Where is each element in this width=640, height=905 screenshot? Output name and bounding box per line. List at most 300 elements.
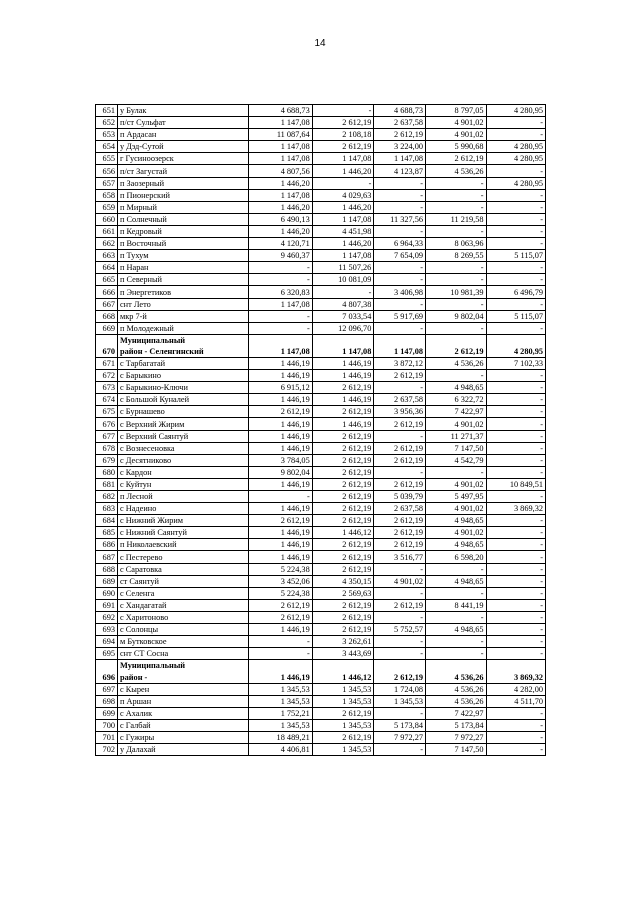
cell-value: 4 542,79 — [426, 454, 487, 466]
cell-value: 11 327,56 — [374, 213, 426, 225]
cell-value: - — [486, 575, 545, 587]
settlement-name: с Кардон — [118, 466, 249, 478]
table-row — [96, 551, 546, 563]
row-number: 681 — [96, 478, 118, 490]
cell-value: - — [426, 636, 487, 648]
cell-value: 1 147,08 — [312, 250, 374, 262]
cell-value: 2 612,19 — [312, 454, 374, 466]
settlement-name: снт Лето — [118, 298, 249, 310]
cell-value: 4 901,02 — [426, 527, 487, 539]
cell-value: - — [248, 648, 312, 660]
settlement-name: с Барыкино-Ключи — [118, 382, 249, 394]
cell-value: 2 612,19 — [248, 406, 312, 418]
table-body-b — [96, 357, 546, 659]
settlement-name: с Гужиры — [118, 731, 249, 743]
district-label: Муниципальный — [118, 334, 249, 346]
cell-value: - — [426, 563, 487, 575]
cell-value: 2 612,19 — [248, 515, 312, 527]
table-row — [96, 442, 546, 454]
table-row — [96, 527, 546, 539]
cell-value: 2 612,19 — [374, 129, 426, 141]
cell-value: - — [374, 274, 426, 286]
cell-value: 6 322,72 — [426, 394, 487, 406]
cell-value: 11 219,58 — [426, 213, 487, 225]
table-row — [96, 298, 546, 310]
table-row — [96, 599, 546, 611]
settlement-name: п Наран — [118, 262, 249, 274]
cell-value: 2 637,58 — [374, 503, 426, 515]
cell-value: 1 147,08 — [312, 213, 374, 225]
cell-value: - — [374, 466, 426, 478]
table-row — [96, 503, 546, 515]
cell-value: 5 224,38 — [248, 587, 312, 599]
cell-value: 6 496,79 — [486, 286, 545, 298]
cell-value: 7 147,50 — [426, 743, 487, 755]
cell-value: 2 612,19 — [312, 611, 374, 623]
row-number: 660 — [96, 213, 118, 225]
cell-value: 9 802,04 — [248, 466, 312, 478]
settlement-name: у Дэд-Сутой — [118, 141, 249, 153]
cell-value: 1 446,19 — [248, 503, 312, 515]
cell-value: 1 446,19 — [248, 539, 312, 551]
table-row — [96, 719, 546, 731]
row-number: 702 — [96, 743, 118, 755]
cell-value: - — [248, 262, 312, 274]
cell-value: 1 345,53 — [312, 719, 374, 731]
settlement-name: с Куйтун — [118, 478, 249, 490]
cell-value: 2 612,19 — [312, 442, 374, 454]
district-label: Муниципальный — [118, 660, 249, 672]
row-number: 676 — [96, 418, 118, 430]
table-body-a — [96, 105, 546, 335]
cell-value: 18 489,21 — [248, 731, 312, 743]
row-number: 667 — [96, 298, 118, 310]
settlement-name: с Саратовка — [118, 563, 249, 575]
table-row — [96, 322, 546, 334]
cell-value: 3 262,61 — [312, 636, 374, 648]
cell-value: 1 345,53 — [248, 719, 312, 731]
cell-value: 4 536,26 — [426, 660, 487, 683]
cell-value: 9 802,04 — [426, 310, 487, 322]
cell-value: - — [486, 454, 545, 466]
cell-value: - — [426, 189, 487, 201]
cell-value: - — [486, 527, 545, 539]
cell-value: 1 147,08 — [374, 153, 426, 165]
row-number: 663 — [96, 250, 118, 262]
cell-value: 2 612,19 — [312, 478, 374, 490]
cell-value: 2 612,19 — [374, 599, 426, 611]
cell-value: 4 280,95 — [486, 334, 545, 357]
cell-value: - — [486, 515, 545, 527]
cell-value: - — [486, 611, 545, 623]
cell-value: 2 612,19 — [312, 141, 374, 153]
cell-value: 2 612,19 — [312, 563, 374, 575]
cell-value: 2 612,19 — [312, 624, 374, 636]
settlement-name: мкр 7-й — [118, 310, 249, 322]
cell-value: - — [426, 587, 487, 599]
cell-value: 4 948,65 — [426, 575, 487, 587]
settlement-name: с Барыкино — [118, 370, 249, 382]
cell-value: 5 039,79 — [374, 491, 426, 503]
table-row — [96, 454, 546, 466]
tariff-table — [95, 104, 546, 756]
cell-value: 3 516,77 — [374, 551, 426, 563]
cell-value: 1 446,20 — [248, 177, 312, 189]
cell-value: 4 280,95 — [486, 177, 545, 189]
row-number: 669 — [96, 322, 118, 334]
table-row — [96, 563, 546, 575]
table-row — [96, 105, 546, 117]
cell-value: - — [426, 611, 487, 623]
row-number: 689 — [96, 575, 118, 587]
cell-value: - — [486, 587, 545, 599]
cell-value: 4 350,15 — [312, 575, 374, 587]
cell-value: 2 612,19 — [374, 478, 426, 490]
settlement-name: п Энергетиков — [118, 286, 249, 298]
cell-value: 1 446,19 — [248, 357, 312, 369]
cell-value: 5 115,07 — [486, 310, 545, 322]
table-row — [96, 406, 546, 418]
cell-value: 1 724,08 — [374, 683, 426, 695]
cell-value: - — [486, 370, 545, 382]
cell-value: 5 173,84 — [374, 719, 426, 731]
cell-value: - — [486, 599, 545, 611]
settlement-name: п Солнечный — [118, 213, 249, 225]
cell-value: 11 507,26 — [312, 262, 374, 274]
settlement-name: п Восточный — [118, 238, 249, 250]
settlement-name: г Гусиноозерск — [118, 153, 249, 165]
cell-value: - — [248, 491, 312, 503]
cell-value: 1 446,19 — [312, 370, 374, 382]
cell-value: 1 446,19 — [248, 551, 312, 563]
settlement-name: п Ардасан — [118, 129, 249, 141]
cell-value: 5 917,69 — [374, 310, 426, 322]
table-row — [96, 624, 546, 636]
cell-value: 3 872,12 — [374, 357, 426, 369]
cell-value: 4 807,56 — [248, 165, 312, 177]
table-row — [96, 250, 546, 262]
row-number: 659 — [96, 201, 118, 213]
cell-value: 7 033,54 — [312, 310, 374, 322]
cell-value: 4 029,63 — [312, 189, 374, 201]
cell-value: 3 443,69 — [312, 648, 374, 660]
cell-value: 1 446,20 — [248, 201, 312, 213]
settlement-name: с Селенга — [118, 587, 249, 599]
cell-value: 1 446,12 — [312, 660, 374, 683]
cell-value: 4 282,00 — [486, 683, 545, 695]
cell-value: 8 063,96 — [426, 238, 487, 250]
cell-value: - — [486, 430, 545, 442]
district-label: район - — [118, 671, 249, 683]
cell-value: 2 612,19 — [312, 491, 374, 503]
cell-value: - — [486, 129, 545, 141]
cell-value: 10 849,51 — [486, 478, 545, 490]
cell-value: 1 345,53 — [248, 695, 312, 707]
cell-value: 5 497,95 — [426, 491, 487, 503]
cell-value: - — [312, 105, 374, 117]
cell-value: 3 452,06 — [248, 575, 312, 587]
row-number: 688 — [96, 563, 118, 575]
cell-value: 4 948,65 — [426, 515, 487, 527]
cell-value: - — [426, 225, 487, 237]
settlement-name: с Вознесеновка — [118, 442, 249, 454]
row-number: 656 — [96, 165, 118, 177]
row-number: 678 — [96, 442, 118, 454]
cell-value: 1 446,19 — [248, 624, 312, 636]
table-body-c — [96, 683, 546, 756]
cell-value: 7 147,50 — [426, 442, 487, 454]
cell-value: 2 612,19 — [374, 454, 426, 466]
cell-value: - — [374, 201, 426, 213]
cell-value: - — [486, 719, 545, 731]
cell-value: 2 637,58 — [374, 394, 426, 406]
cell-value: 2 612,19 — [312, 382, 374, 394]
cell-value: - — [486, 298, 545, 310]
settlement-name: п Тухум — [118, 250, 249, 262]
cell-value: 4 536,26 — [426, 683, 487, 695]
table-row — [96, 539, 546, 551]
cell-value: 2 612,19 — [374, 370, 426, 382]
cell-value: 12 096,70 — [312, 322, 374, 334]
cell-value: 5 990,68 — [426, 141, 487, 153]
cell-value: 2 569,63 — [312, 587, 374, 599]
district-label: район - Селенгинский — [118, 346, 249, 358]
cell-value: 2 612,19 — [312, 539, 374, 551]
cell-value: 3 224,00 — [374, 141, 426, 153]
cell-value: 1 446,19 — [248, 442, 312, 454]
cell-value: - — [374, 743, 426, 755]
cell-value: - — [486, 731, 545, 743]
settlement-name: п Аршан — [118, 695, 249, 707]
cell-value: 2 612,19 — [312, 117, 374, 129]
cell-value: 2 612,19 — [426, 153, 487, 165]
cell-value: 4 948,65 — [426, 539, 487, 551]
cell-value: - — [486, 382, 545, 394]
settlement-name: с Нижний Жирим — [118, 515, 249, 527]
row-number: 680 — [96, 466, 118, 478]
table-row — [96, 310, 546, 322]
table-row — [96, 238, 546, 250]
cell-value: 1 147,08 — [312, 334, 374, 357]
cell-value: 7 422,97 — [426, 707, 487, 719]
settlement-name: п Кедровый — [118, 225, 249, 237]
cell-value: - — [486, 201, 545, 213]
settlement-name: с Ахалик — [118, 707, 249, 719]
settlement-name: у Далахай — [118, 743, 249, 755]
cell-value: - — [426, 370, 487, 382]
cell-value: - — [374, 587, 426, 599]
settlement-name: п/ст Сульфат — [118, 117, 249, 129]
row-number: 687 — [96, 551, 118, 563]
cell-value: 2 612,19 — [312, 707, 374, 719]
cell-value: 5 752,57 — [374, 624, 426, 636]
cell-value: - — [486, 539, 545, 551]
cell-value: 1 446,20 — [312, 165, 374, 177]
cell-value: - — [486, 406, 545, 418]
row-number: 651 — [96, 105, 118, 117]
cell-value: 5 115,07 — [486, 250, 545, 262]
cell-value: - — [486, 743, 545, 755]
row-number: 696 — [96, 660, 118, 683]
cell-value: - — [486, 322, 545, 334]
cell-value: - — [374, 298, 426, 310]
table-row — [96, 743, 546, 755]
cell-value: 4 688,73 — [374, 105, 426, 117]
cell-value: 1 147,08 — [248, 298, 312, 310]
cell-value: 4 901,02 — [374, 575, 426, 587]
district-row-tunkinsky — [96, 660, 546, 683]
cell-value: 4 451,98 — [312, 225, 374, 237]
settlement-name: с Десятниково — [118, 454, 249, 466]
cell-value: - — [486, 189, 545, 201]
cell-value: - — [374, 563, 426, 575]
cell-value: 1 446,19 — [248, 478, 312, 490]
cell-value: 9 460,37 — [248, 250, 312, 262]
cell-value: 3 406,98 — [374, 286, 426, 298]
cell-value: 4 123,87 — [374, 165, 426, 177]
page-number: 14 — [314, 38, 326, 49]
row-number: 652 — [96, 117, 118, 129]
cell-value: 2 612,19 — [248, 599, 312, 611]
cell-value: - — [374, 189, 426, 201]
table-row — [96, 491, 546, 503]
cell-value: 4 280,95 — [486, 141, 545, 153]
cell-value: 1 345,53 — [312, 683, 374, 695]
row-number: 701 — [96, 731, 118, 743]
cell-value: - — [486, 274, 545, 286]
settlement-name: снт СТ Сосна — [118, 648, 249, 660]
cell-value: 3 869,32 — [486, 503, 545, 515]
row-number: 695 — [96, 648, 118, 660]
cell-value: 1 446,19 — [312, 394, 374, 406]
settlement-name: п Мирный — [118, 201, 249, 213]
cell-value: 1 147,08 — [248, 117, 312, 129]
cell-value: - — [426, 648, 487, 660]
cell-value: - — [426, 177, 487, 189]
row-number: 691 — [96, 599, 118, 611]
cell-value: 1 446,20 — [312, 238, 374, 250]
cell-value: 4 280,95 — [486, 105, 545, 117]
cell-value: - — [426, 322, 487, 334]
cell-value: 2 612,19 — [312, 599, 374, 611]
table-row — [96, 129, 546, 141]
row-number: 683 — [96, 503, 118, 515]
settlement-name: с Хандагатай — [118, 599, 249, 611]
cell-value: 2 612,19 — [312, 515, 374, 527]
cell-value: 1 446,20 — [248, 225, 312, 237]
cell-value: - — [374, 225, 426, 237]
cell-value: 1 446,20 — [312, 201, 374, 213]
cell-value: 4 807,38 — [312, 298, 374, 310]
cell-value: - — [486, 563, 545, 575]
cell-value: 4 120,71 — [248, 238, 312, 250]
settlement-name: п/ст Загустай — [118, 165, 249, 177]
row-number: 675 — [96, 406, 118, 418]
cell-value: - — [486, 442, 545, 454]
district-row-selenginsky — [96, 334, 546, 357]
cell-value: 1 752,21 — [248, 707, 312, 719]
table-row — [96, 430, 546, 442]
settlement-name: с Бурнашево — [118, 406, 249, 418]
cell-value: - — [426, 262, 487, 274]
cell-value: - — [374, 611, 426, 623]
cell-value: - — [312, 177, 374, 189]
row-number: 686 — [96, 539, 118, 551]
cell-value: 1 446,19 — [248, 660, 312, 683]
cell-value: 1 345,53 — [248, 683, 312, 695]
settlement-name: п Северный — [118, 274, 249, 286]
cell-value: 2 612,19 — [312, 503, 374, 515]
cell-value: 5 173,84 — [426, 719, 487, 731]
cell-value: 2 612,19 — [374, 660, 426, 683]
row-number: 694 — [96, 636, 118, 648]
cell-value: 5 224,38 — [248, 563, 312, 575]
cell-value: - — [426, 466, 487, 478]
cell-value: 1 147,08 — [248, 141, 312, 153]
cell-value: 6 598,20 — [426, 551, 487, 563]
cell-value: - — [248, 310, 312, 322]
cell-value: 1 147,08 — [312, 153, 374, 165]
cell-value: 1 147,08 — [248, 334, 312, 357]
cell-value: 1 446,19 — [248, 527, 312, 539]
cell-value: 4 948,65 — [426, 624, 487, 636]
row-number: 666 — [96, 286, 118, 298]
table-row — [96, 165, 546, 177]
settlement-name: с Солонцы — [118, 624, 249, 636]
cell-value: - — [426, 298, 487, 310]
cell-value: 3 784,05 — [248, 454, 312, 466]
settlement-name: м Бутковское — [118, 636, 249, 648]
row-number: 700 — [96, 719, 118, 731]
row-number: 668 — [96, 310, 118, 322]
cell-value: 4 536,26 — [426, 165, 487, 177]
table-row — [96, 636, 546, 648]
cell-value: 1 446,19 — [248, 430, 312, 442]
table-row — [96, 515, 546, 527]
cell-value: 7 972,27 — [374, 731, 426, 743]
row-number: 654 — [96, 141, 118, 153]
table-row — [96, 382, 546, 394]
cell-value: 11 271,37 — [426, 430, 487, 442]
table-row — [96, 274, 546, 286]
row-number: 665 — [96, 274, 118, 286]
settlement-name: п Заозерный — [118, 177, 249, 189]
row-number: 670 — [96, 334, 118, 357]
row-number: 693 — [96, 624, 118, 636]
table-row — [96, 357, 546, 369]
table-row — [96, 177, 546, 189]
cell-value: 4 901,02 — [426, 503, 487, 515]
row-number: 685 — [96, 527, 118, 539]
settlement-name: с Верхний Саянтуй — [118, 430, 249, 442]
cell-value: 4 280,95 — [486, 153, 545, 165]
cell-value: 4 406,81 — [248, 743, 312, 755]
cell-value: - — [486, 165, 545, 177]
cell-value: 2 612,19 — [374, 442, 426, 454]
cell-value: 10 981,39 — [426, 286, 487, 298]
row-number: 655 — [96, 153, 118, 165]
cell-value: - — [486, 551, 545, 563]
cell-value: 2 612,19 — [248, 611, 312, 623]
cell-value: 2 612,19 — [312, 731, 374, 743]
table-row — [96, 225, 546, 237]
cell-value: 2 612,19 — [312, 466, 374, 478]
cell-value: 7 102,33 — [486, 357, 545, 369]
row-number: 684 — [96, 515, 118, 527]
cell-value: 11 087,64 — [248, 129, 312, 141]
cell-value: - — [486, 117, 545, 129]
settlement-name: с Кырен — [118, 683, 249, 695]
